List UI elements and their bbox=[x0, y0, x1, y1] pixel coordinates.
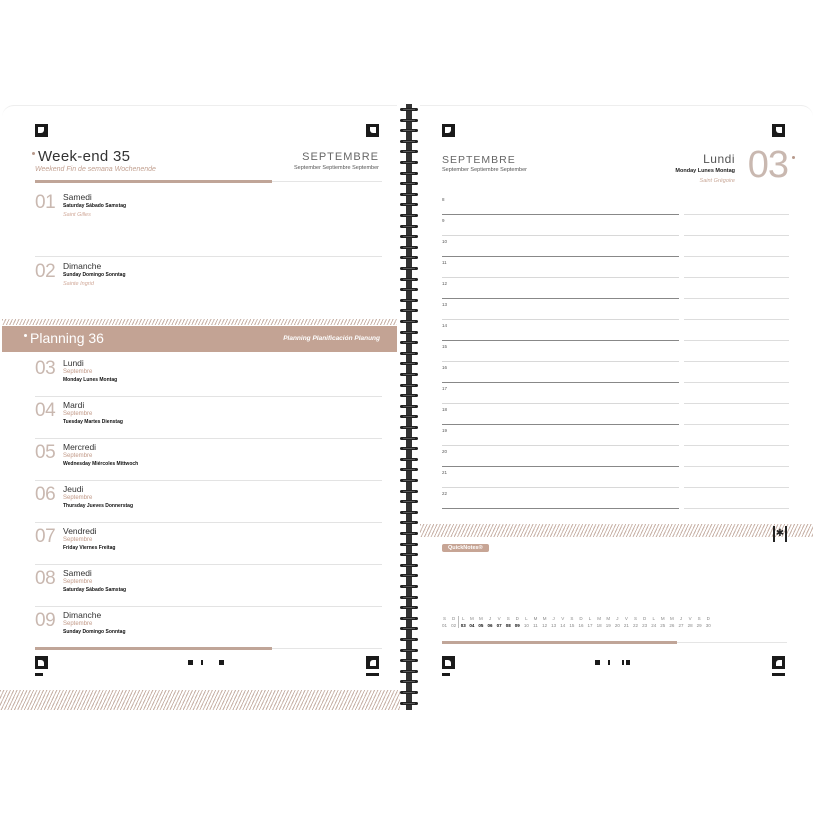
tick-mark bbox=[366, 673, 379, 676]
saint-name: Sainte Ingrid bbox=[63, 281, 94, 287]
weekday-letter: M bbox=[670, 616, 674, 621]
spiral-ring bbox=[401, 596, 417, 599]
weekday-letter: L bbox=[652, 616, 655, 621]
day-month: Septembre bbox=[63, 537, 93, 543]
mini-calendar-day[interactable] bbox=[631, 616, 640, 628]
weekday-letter: M bbox=[660, 616, 665, 621]
registration-marks bbox=[595, 660, 630, 665]
spiral-ring bbox=[401, 161, 417, 164]
mini-calendar-day[interactable] bbox=[613, 616, 622, 628]
registration-marks bbox=[188, 660, 224, 665]
planning-day-row[interactable] bbox=[35, 610, 382, 648]
day-number: 07 bbox=[35, 526, 56, 547]
day-number: 09 bbox=[35, 610, 56, 631]
day-translations: Thursday Jueves Donnerstag bbox=[63, 503, 134, 509]
corner-mark-icon bbox=[366, 124, 379, 137]
hour-row[interactable] bbox=[442, 341, 812, 362]
weekday-letter: S bbox=[570, 616, 574, 621]
mini-calendar-day[interactable] bbox=[676, 616, 685, 628]
mini-calendar-day[interactable] bbox=[467, 616, 476, 628]
spiral-ring bbox=[401, 479, 417, 482]
weekday-letter: M bbox=[479, 616, 483, 621]
weekday-letter: V bbox=[497, 616, 501, 621]
divider bbox=[35, 396, 382, 397]
divider bbox=[35, 564, 382, 565]
day-number: 02 bbox=[451, 623, 457, 628]
day-number: 03 bbox=[747, 144, 788, 186]
hour-row[interactable] bbox=[442, 320, 812, 341]
day-translations: Tuesday Martes Dienstag bbox=[63, 419, 123, 425]
spiral-ring bbox=[401, 193, 417, 196]
mini-calendar-day[interactable] bbox=[476, 616, 485, 628]
spiral-ring bbox=[401, 585, 417, 588]
day-number: 08 bbox=[35, 568, 56, 589]
spiral-ring bbox=[401, 468, 417, 471]
progress-bar bbox=[35, 647, 272, 650]
hour-row[interactable] bbox=[442, 257, 812, 278]
planning-day-row[interactable] bbox=[35, 568, 382, 606]
spiral-ring bbox=[401, 119, 417, 122]
weekday-letter: D bbox=[579, 616, 583, 621]
spiral-ring bbox=[401, 437, 417, 440]
day-translations: Sunday Domingo Sonntag bbox=[63, 272, 126, 278]
day-number: 15 bbox=[569, 623, 575, 628]
saint-name: Saint Grégoire bbox=[699, 178, 735, 184]
spiral-ring bbox=[401, 670, 417, 673]
spiral-ring bbox=[401, 458, 417, 461]
mini-calendar-day[interactable] bbox=[576, 616, 585, 628]
mini-calendar-day[interactable] bbox=[567, 616, 576, 628]
hour-label: 19 bbox=[442, 428, 448, 433]
divider bbox=[35, 438, 382, 439]
month-label: SEPTEMBRE bbox=[302, 151, 379, 163]
hour-row[interactable] bbox=[442, 362, 812, 383]
divider bbox=[677, 642, 787, 643]
weekday-letter: V bbox=[561, 616, 565, 621]
spiral-ring bbox=[401, 543, 417, 546]
day-number: 23 bbox=[642, 623, 648, 628]
mini-calendar-day[interactable] bbox=[458, 616, 467, 628]
day-number: 09 bbox=[514, 623, 520, 628]
day-number: 19 bbox=[605, 623, 611, 628]
weekday-letter: D bbox=[642, 616, 647, 621]
hour-label: 14 bbox=[442, 323, 448, 328]
spiral-ring bbox=[401, 447, 417, 450]
day-number: 11 bbox=[533, 623, 538, 628]
spiral-ring bbox=[401, 638, 417, 641]
day-number: 27 bbox=[678, 623, 684, 628]
day-number: 03 bbox=[460, 623, 466, 628]
right-page bbox=[420, 105, 813, 705]
weekday-letter: M bbox=[597, 616, 602, 621]
bullet-icon bbox=[792, 156, 795, 159]
day-number: 04 bbox=[469, 623, 475, 628]
divider bbox=[35, 480, 382, 481]
spiral-ring bbox=[401, 320, 417, 323]
spiral-ring bbox=[401, 691, 417, 694]
left-page bbox=[2, 105, 397, 705]
mini-calendar-day[interactable] bbox=[558, 616, 567, 628]
spiral-ring bbox=[401, 140, 417, 143]
spiral-ring bbox=[401, 553, 417, 556]
day-number: 25 bbox=[660, 623, 666, 628]
day-number: 07 bbox=[496, 623, 502, 628]
spiral-ring bbox=[401, 617, 417, 620]
tick-mark bbox=[35, 673, 43, 676]
hour-row[interactable] bbox=[442, 278, 812, 299]
mini-calendar-day[interactable] bbox=[522, 616, 531, 628]
brand-logo-icon: ✱ bbox=[773, 526, 787, 542]
mini-calendar-day[interactable] bbox=[649, 616, 658, 628]
weekday-letter: J bbox=[679, 616, 683, 621]
hour-label: 15 bbox=[442, 344, 448, 349]
day-number: 06 bbox=[487, 623, 493, 628]
day-number: 28 bbox=[687, 623, 693, 628]
planning-header bbox=[2, 326, 397, 352]
bullet-icon bbox=[24, 334, 27, 337]
hour-row[interactable] bbox=[442, 404, 812, 425]
divider bbox=[35, 256, 382, 257]
day-number: 30 bbox=[705, 623, 711, 628]
day-number: 01 bbox=[442, 623, 448, 628]
mini-calendar-day[interactable] bbox=[686, 616, 695, 628]
hatch-decoration bbox=[2, 319, 397, 325]
spiral-ring bbox=[401, 649, 417, 652]
spiral-ring bbox=[401, 352, 417, 355]
hour-label: 16 bbox=[442, 365, 448, 370]
mini-calendar-day[interactable] bbox=[595, 616, 604, 628]
spiral-ring bbox=[401, 309, 417, 312]
hour-row[interactable] bbox=[442, 215, 812, 236]
mini-calendar-day[interactable] bbox=[440, 616, 449, 628]
weekday-letter: M bbox=[533, 616, 538, 621]
planning-title: Planning 36 bbox=[24, 330, 104, 346]
planning-day-row[interactable] bbox=[35, 442, 382, 480]
weekday-letter: L bbox=[461, 616, 465, 621]
spiral-ring bbox=[401, 235, 417, 238]
hour-label: 17 bbox=[442, 386, 448, 391]
divider bbox=[35, 606, 382, 607]
spiral-ring bbox=[401, 500, 417, 503]
day-number: 02 bbox=[35, 261, 56, 282]
mini-calendar-day[interactable] bbox=[513, 616, 522, 628]
spiral-ring bbox=[401, 214, 417, 217]
tick-mark bbox=[772, 673, 785, 676]
spiral-ring bbox=[401, 278, 417, 281]
mini-calendar-day[interactable] bbox=[667, 616, 676, 628]
mini-calendar-day[interactable] bbox=[485, 616, 494, 628]
hour-line bbox=[442, 508, 679, 509]
planning-day-row[interactable] bbox=[35, 400, 382, 438]
hour-row[interactable] bbox=[442, 383, 812, 404]
hatch-decoration bbox=[0, 690, 400, 710]
note-line bbox=[684, 508, 789, 509]
day-number: 22 bbox=[633, 623, 639, 628]
hour-row[interactable] bbox=[442, 194, 812, 215]
hatch-decoration bbox=[420, 524, 813, 537]
month-label: SEPTEMBRE bbox=[442, 154, 516, 166]
day-name: Lundi bbox=[703, 152, 735, 166]
planning-day-row[interactable] bbox=[35, 484, 382, 522]
spiral-ring bbox=[401, 299, 417, 302]
day-number: 10 bbox=[523, 623, 529, 628]
spiral-ring bbox=[401, 415, 417, 418]
day-name: Samedi bbox=[63, 568, 92, 578]
spiral-ring bbox=[401, 405, 417, 408]
spiral-ring bbox=[401, 384, 417, 387]
weekday-letter: D bbox=[515, 616, 519, 621]
spiral-ring bbox=[401, 574, 417, 577]
hour-label: 9 bbox=[442, 218, 445, 223]
weekday-letter: M bbox=[469, 616, 474, 621]
spiral-ring bbox=[401, 680, 417, 683]
day-translations: Monday Lunes Montag bbox=[675, 168, 735, 174]
hour-row[interactable] bbox=[442, 236, 812, 257]
spiral-ring bbox=[401, 225, 417, 228]
corner-mark-icon bbox=[772, 656, 785, 669]
day-name: Samedi bbox=[63, 192, 92, 202]
weekday-letter: J bbox=[616, 616, 619, 621]
spiral-ring bbox=[401, 606, 417, 609]
day-number: 17 bbox=[587, 623, 593, 628]
spiral-ring bbox=[401, 490, 417, 493]
corner-mark-icon bbox=[442, 656, 455, 669]
hour-label: 22 bbox=[442, 491, 448, 496]
spiral-ring bbox=[401, 426, 417, 429]
hour-label: 10 bbox=[442, 239, 448, 244]
hour-label: 21 bbox=[442, 470, 448, 475]
spiral-ring bbox=[401, 288, 417, 291]
spiral-ring bbox=[401, 521, 417, 524]
day-month: Septembre bbox=[63, 369, 93, 375]
spiral-ring bbox=[401, 394, 417, 397]
spiral-ring bbox=[401, 362, 417, 365]
day-number: 16 bbox=[578, 623, 584, 628]
day-number: 20 bbox=[614, 623, 620, 628]
day-number: 05 bbox=[35, 442, 56, 463]
weekday-letter: L bbox=[588, 616, 592, 621]
mini-calendar-day[interactable] bbox=[586, 616, 595, 628]
hour-label: 12 bbox=[442, 281, 448, 286]
weekday-letter: S bbox=[634, 616, 638, 621]
spiral-ring bbox=[401, 182, 417, 185]
hour-label: 20 bbox=[442, 449, 448, 454]
spiral-ring bbox=[401, 108, 417, 111]
day-translations: Friday Viernes Freitag bbox=[63, 545, 116, 551]
day-number: 13 bbox=[551, 623, 557, 628]
weekend-subtitle: Weekend Fin de semana Wochenende bbox=[35, 166, 156, 173]
month-translations: September Septiembre September bbox=[294, 165, 379, 171]
day-translations: Sunday Domingo Sonntag bbox=[63, 629, 126, 635]
progress-bar bbox=[35, 180, 272, 183]
mini-calendar-day[interactable] bbox=[449, 616, 458, 628]
day-number: 29 bbox=[696, 623, 702, 628]
day-number: 04 bbox=[35, 400, 56, 421]
day-number: 08 bbox=[505, 623, 511, 628]
corner-mark-icon bbox=[35, 656, 48, 669]
day-number: 18 bbox=[596, 623, 602, 628]
day-translations: Wednesday Miércoles Mittwoch bbox=[63, 461, 139, 467]
hour-row[interactable] bbox=[442, 299, 812, 320]
weekend-title: Week-end 35 bbox=[32, 148, 130, 165]
spiral-ring bbox=[401, 532, 417, 535]
weekday-letter: J bbox=[488, 616, 492, 621]
day-name: Mardi bbox=[63, 400, 85, 410]
spiral-ring bbox=[401, 659, 417, 662]
corner-mark-icon bbox=[35, 124, 48, 137]
spiral-ring bbox=[401, 341, 417, 344]
spiral-ring bbox=[401, 511, 417, 514]
hour-label: 8 bbox=[442, 197, 445, 202]
hour-label: 11 bbox=[442, 260, 447, 265]
mini-calendar-day[interactable] bbox=[604, 616, 613, 628]
spiral-ring bbox=[401, 172, 417, 175]
weekday-letter: M bbox=[606, 616, 611, 621]
divider bbox=[272, 648, 382, 649]
hour-row[interactable] bbox=[442, 446, 812, 467]
mini-calendar-day[interactable] bbox=[495, 616, 504, 628]
day-number: 26 bbox=[669, 623, 675, 628]
day-number: 24 bbox=[651, 623, 657, 628]
weekend-day-sunday[interactable] bbox=[35, 261, 382, 321]
spiral-ring bbox=[401, 246, 417, 249]
spiral-ring bbox=[401, 702, 417, 705]
corner-mark-icon bbox=[772, 124, 785, 137]
day-number: 14 bbox=[560, 623, 566, 628]
day-month: Septembre bbox=[63, 621, 93, 627]
spiral-ring bbox=[401, 129, 417, 132]
corner-mark-icon bbox=[442, 124, 455, 137]
mini-calendar bbox=[440, 616, 713, 628]
planning-subtitle: Planning Planificación Planung bbox=[283, 335, 380, 342]
day-number: 12 bbox=[542, 623, 548, 628]
month-translations: September Septiembre September bbox=[442, 167, 527, 173]
corner-mark-icon bbox=[366, 656, 379, 669]
day-number: 03 bbox=[35, 358, 56, 379]
mini-calendar-day[interactable] bbox=[704, 616, 713, 628]
saint-name: Saint Gilles bbox=[63, 212, 91, 218]
spiral-ring bbox=[401, 150, 417, 153]
spiral-ring bbox=[401, 627, 417, 630]
mini-calendar-day[interactable] bbox=[504, 616, 513, 628]
day-month: Septembre bbox=[63, 495, 93, 501]
weekday-letter: V bbox=[688, 616, 692, 621]
mini-calendar-day[interactable] bbox=[531, 616, 540, 628]
hour-label: 18 bbox=[442, 407, 448, 412]
day-month: Septembre bbox=[63, 453, 93, 459]
mini-calendar-day[interactable] bbox=[549, 616, 558, 628]
day-translations: Saturday Sábado Samstag bbox=[63, 203, 127, 209]
weekday-letter: S bbox=[506, 616, 510, 621]
weekday-letter: D bbox=[706, 616, 710, 621]
day-name: Jeudi bbox=[63, 484, 84, 494]
day-name: Dimanche bbox=[63, 261, 102, 271]
mini-calendar-day[interactable] bbox=[540, 616, 549, 628]
spiral-ring bbox=[401, 203, 417, 206]
day-number: 05 bbox=[478, 623, 484, 628]
hour-row[interactable] bbox=[442, 467, 812, 488]
day-name: Lundi bbox=[63, 358, 84, 368]
day-number: 01 bbox=[35, 192, 56, 213]
progress-bar bbox=[442, 641, 677, 644]
mini-calendar-day[interactable] bbox=[658, 616, 667, 628]
spiral-ring bbox=[401, 267, 417, 270]
spiral-binding bbox=[401, 104, 417, 710]
weekday-letter: V bbox=[624, 616, 628, 621]
hour-row[interactable] bbox=[442, 425, 812, 446]
weekday-letter: S bbox=[697, 616, 701, 621]
weekday-letter: L bbox=[525, 616, 528, 621]
spiral-ring bbox=[401, 256, 417, 259]
day-number: 21 bbox=[623, 623, 629, 628]
divider bbox=[272, 181, 382, 182]
weekend-day-saturday[interactable] bbox=[35, 192, 382, 252]
spiral-ring bbox=[401, 373, 417, 376]
spiral-ring bbox=[401, 564, 417, 567]
day-translations: Monday Lunes Montag bbox=[63, 377, 118, 383]
mini-calendar-day[interactable] bbox=[695, 616, 704, 628]
day-name: Mercredi bbox=[63, 442, 97, 452]
weekday-letter: M bbox=[542, 616, 547, 621]
day-month: Septembre bbox=[63, 411, 93, 417]
day-number: 06 bbox=[35, 484, 56, 505]
divider bbox=[35, 522, 382, 523]
day-name: Dimanche bbox=[63, 610, 102, 620]
spiral-ring bbox=[401, 331, 417, 334]
day-month: Septembre bbox=[63, 579, 93, 585]
day-name: Vendredi bbox=[63, 526, 97, 536]
planning-day-row[interactable] bbox=[35, 526, 382, 564]
mini-calendar-day[interactable] bbox=[622, 616, 631, 628]
mini-calendar-day[interactable] bbox=[640, 616, 649, 628]
planning-day-row[interactable] bbox=[35, 358, 382, 396]
hour-label: 13 bbox=[442, 302, 448, 307]
tick-mark bbox=[442, 673, 450, 676]
weekday-letter: S bbox=[443, 616, 447, 621]
weekday-letter: J bbox=[552, 616, 555, 621]
weekday-letter: D bbox=[452, 616, 456, 621]
day-translations: Saturday Sábado Samstag bbox=[63, 587, 127, 593]
bullet-icon bbox=[32, 152, 35, 155]
hour-row[interactable] bbox=[442, 488, 812, 509]
quicknotes-tab[interactable]: QuickNotes® bbox=[442, 544, 489, 552]
